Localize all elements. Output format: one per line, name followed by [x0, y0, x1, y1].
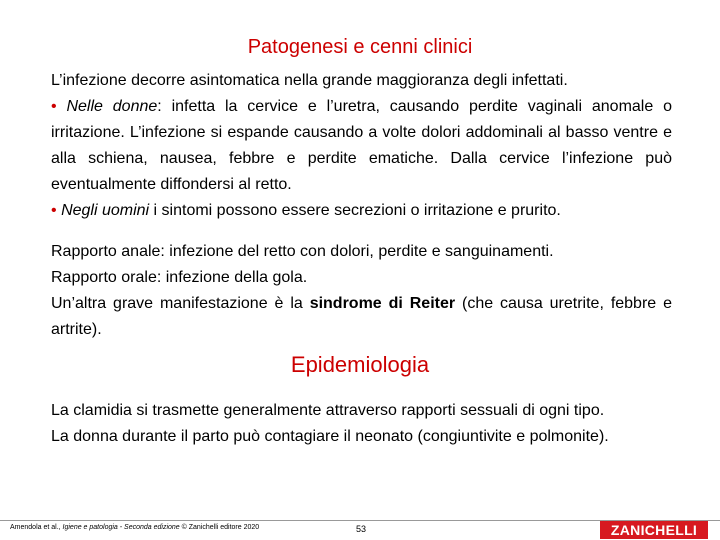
men-paragraph [51, 198, 672, 224]
page-number: 53 [356, 524, 367, 534]
zanichelli-logo: ZANICHELLI [600, 521, 708, 539]
women-text: : infetta la cervice e l’uretra, causando perdite vaginali anomale o irritazione. L’infezione si espande causando a volte dolori addominali al basso ventre e alla schiena, nausea, febbre e perdite ematiche. Dalla cervice l’infezione può eventualmente diffondersi al retto. [51, 98, 673, 193]
anal-line: Rapporto anale: infezione del retto con dolori, perdite e sanguinamenti. [51, 243, 554, 260]
footer-citation [10, 524, 259, 531]
epidemiologia-body [51, 398, 691, 450]
reiter-post: (che causa uretrite, febbre e artrite). [51, 295, 672, 338]
bullet-icon: • [51, 202, 57, 219]
patogenesi-body [51, 68, 672, 224]
section-title-epidemiologia: Epidemiologia [290, 352, 430, 377]
rapporti-body [51, 239, 672, 343]
reiter-paragraph [51, 291, 672, 343]
birth-line: La donna durante il parto può contagiare il neonato (congiuntivite e polmonite). [51, 428, 609, 445]
women-paragraph [51, 94, 672, 198]
citation-publisher: © Zanichelli editore 2020 [179, 524, 260, 531]
men-text: i sintomi possono essere secrezioni o irritazione e prurito. [149, 202, 561, 219]
women-label: Nelle donne [66, 98, 158, 115]
reiter-bold: sindrome di Reiter [309, 295, 456, 312]
section-title-patogenesi: Patogenesi e cenni clinici [247, 36, 473, 58]
citation-title: Igiene e patologia - Seconda edizione [62, 524, 180, 531]
oral-line: Rapporto orale: infezione della gola. [51, 269, 308, 286]
intro-paragraph: L’infezione decorre asintomatica nella grande maggioranza degli infettati. [51, 72, 568, 89]
citation-authors: Amendola et al., [10, 524, 63, 531]
men-label: Negli uomini [61, 202, 150, 219]
transmission-line: La clamidia si trasmette generalmente attraverso rapporti sessuali di ogni tipo. [51, 402, 605, 419]
bullet-icon: • [51, 98, 57, 115]
reiter-pre: Un’altra grave manifestazione è la [51, 295, 310, 312]
